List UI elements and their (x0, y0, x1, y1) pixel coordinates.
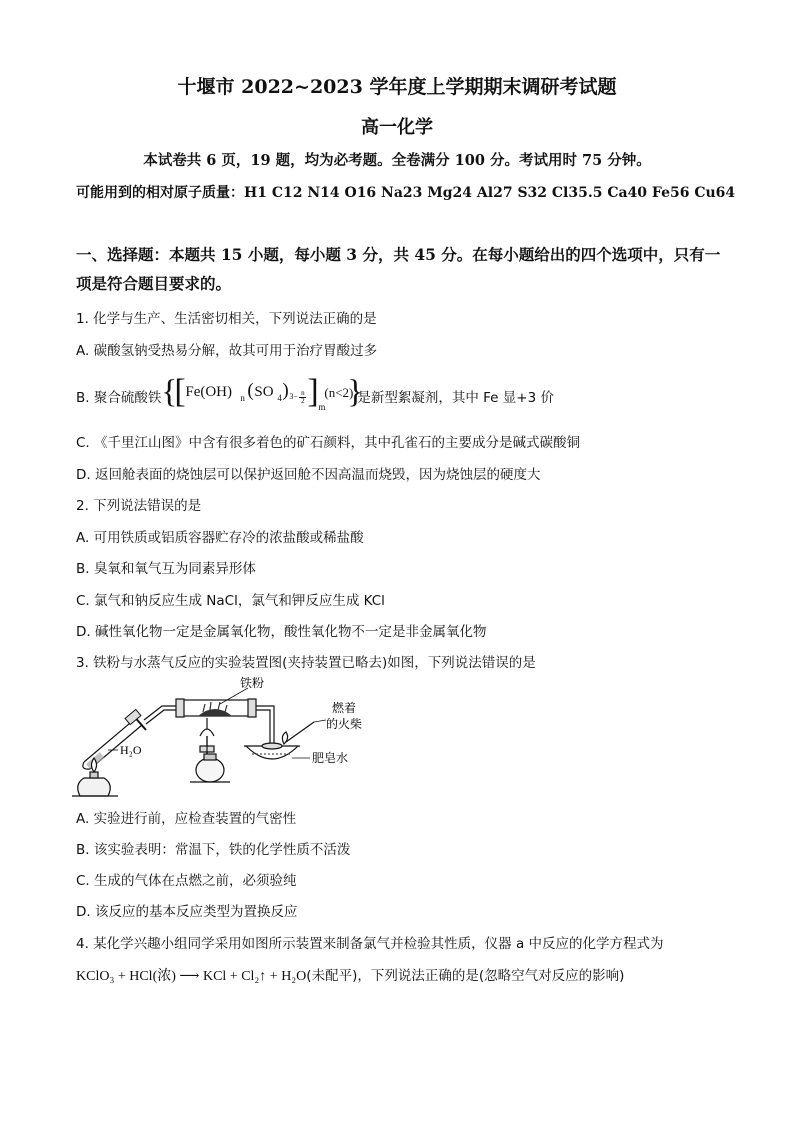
formula-so: SO (254, 384, 274, 400)
formula-sub-m: m (318, 402, 326, 412)
q1-option-a: A. 碳酸氢钠受热易分解，故其可用于治疗胃酸过多 (76, 343, 378, 359)
soap-water-label: 肥皂水 (312, 751, 349, 765)
alcohol-lamp-center (190, 729, 230, 782)
q3-stem: 3. 铁粉与水蒸气反应的实验装置图(夹持装置已略去)如图，下列说法错误的是 (76, 655, 536, 671)
q4-equation-line (76, 964, 624, 985)
fraction-denominator: 2 (301, 397, 305, 405)
subject-title: 高一化学 (361, 117, 433, 138)
q1-option-b-formula (161, 373, 364, 416)
exam-title: 十堰市 2022~2023 学年度上学期期末调研考试题 (177, 76, 617, 98)
q4-equation: KClO₃ + HCl(浓) ⟶ KCl + Cl₂↑ + H₂O (76, 969, 307, 984)
water-label: H₂O (120, 743, 142, 757)
curly-brace-right: } (347, 374, 364, 410)
q1-option-d: D. 返回舱表面的烧蚀层可以保护返回舱不因高温而烧毁，因为烧蚀层的硬度大 (76, 467, 541, 483)
iron-powder-label: 铁粉 (240, 676, 265, 690)
formula-sub-4: 4 (277, 393, 282, 403)
q3-option-a: A. 实验进行前，应检查装置的气密性 (76, 811, 297, 827)
burning-match (282, 722, 314, 744)
q1-option-c: C. 《千里江山图》中含有很多着色的矿石颜料，其中孔雀石的主要成分是碱式碳酸铜 (76, 435, 581, 451)
q3-option-c: C. 生成的气体在点燃之前，必须验纯 (76, 873, 297, 889)
q2-option-d: D. 碱性氧化物一定是金属氧化物，酸性氧化物不一定是非金属氧化物 (76, 624, 487, 640)
q3-option-d: D. 该反应的基本反应类型为置换反应 (76, 904, 298, 920)
match-label-line2: 的火柴 (326, 717, 363, 731)
q1-option-b-suffix: 是新型絮凝剂，其中 Fe 显+3 价 (357, 390, 554, 406)
match-label-line1: 燃着 (332, 701, 357, 715)
exam-instructions: 本试卷共 6 页，19 题，均为必考题。全卷满分 100 分。考试用时 75 分钟。 (143, 152, 651, 169)
q2-option-b: B. 臭氧和氧气互为同素异形体 (76, 561, 256, 577)
match-label-leader (314, 720, 326, 722)
fraction-numerator: n (301, 389, 305, 397)
section-heading-line2: 项是符合题目要求的。 (76, 274, 232, 293)
bracket-right: ] (307, 373, 319, 410)
alcohol-lamp-left (72, 758, 118, 796)
q1-stem: 1. 化学与生产、生活密切相关，下列说法正确的是 (76, 311, 377, 327)
formula-sub-3: 3− (289, 392, 298, 401)
curly-brace-left: { (161, 374, 178, 410)
formula-sub-n: n (240, 393, 245, 403)
paren-right: ) (282, 380, 289, 401)
q3-option-b: B. 该实验表明：常温下，铁的化学性质不活泼 (76, 842, 351, 858)
formula-fraction (299, 390, 306, 405)
atomic-masses: 可能用到的相对原子质量：H1 C12 N14 O16 Na23 Mg24 Al27 S32 Cl35.5 Ca40 Fe56 Cu64 (76, 185, 736, 201)
formula-fe-oh: Fe(OH) (185, 384, 233, 400)
bracket-left: [ (174, 373, 186, 410)
paren-left: ( (247, 380, 254, 401)
q4-stem: 4. 某化学兴趣小组同学采用如图所示装置来制备氯气并检验其性质，仪器 a 中反应的化学方程式为 (76, 936, 664, 952)
connecting-tube (144, 706, 180, 724)
q1-option-b-prefix: B. 聚合硫酸铁 (76, 390, 162, 406)
formula-condition: (n<2) (324, 385, 354, 400)
section-heading-line1: 一、选择题：本题共 15 小题，每小题 3 分，共 45 分。在每小题给出的四个选项中，只有一 (76, 245, 721, 264)
iron-steam-apparatus-diagram (70, 674, 370, 798)
q2-option-c: C. 氯气和钠反应生成 NaCl，氯气和钾反应生成 KCl (76, 593, 385, 609)
q4-suffix: (未配平)，下列说法正确的是(忽略空气对反应的影响) (306, 968, 625, 984)
basin (244, 743, 300, 759)
q1-option-b (76, 373, 554, 416)
q2-option-a: A. 可用铁质或铝质容器贮存冷的浓盐酸或稀盐酸 (76, 530, 364, 546)
q2-stem: 2. 下列说法错误的是 (76, 498, 202, 514)
